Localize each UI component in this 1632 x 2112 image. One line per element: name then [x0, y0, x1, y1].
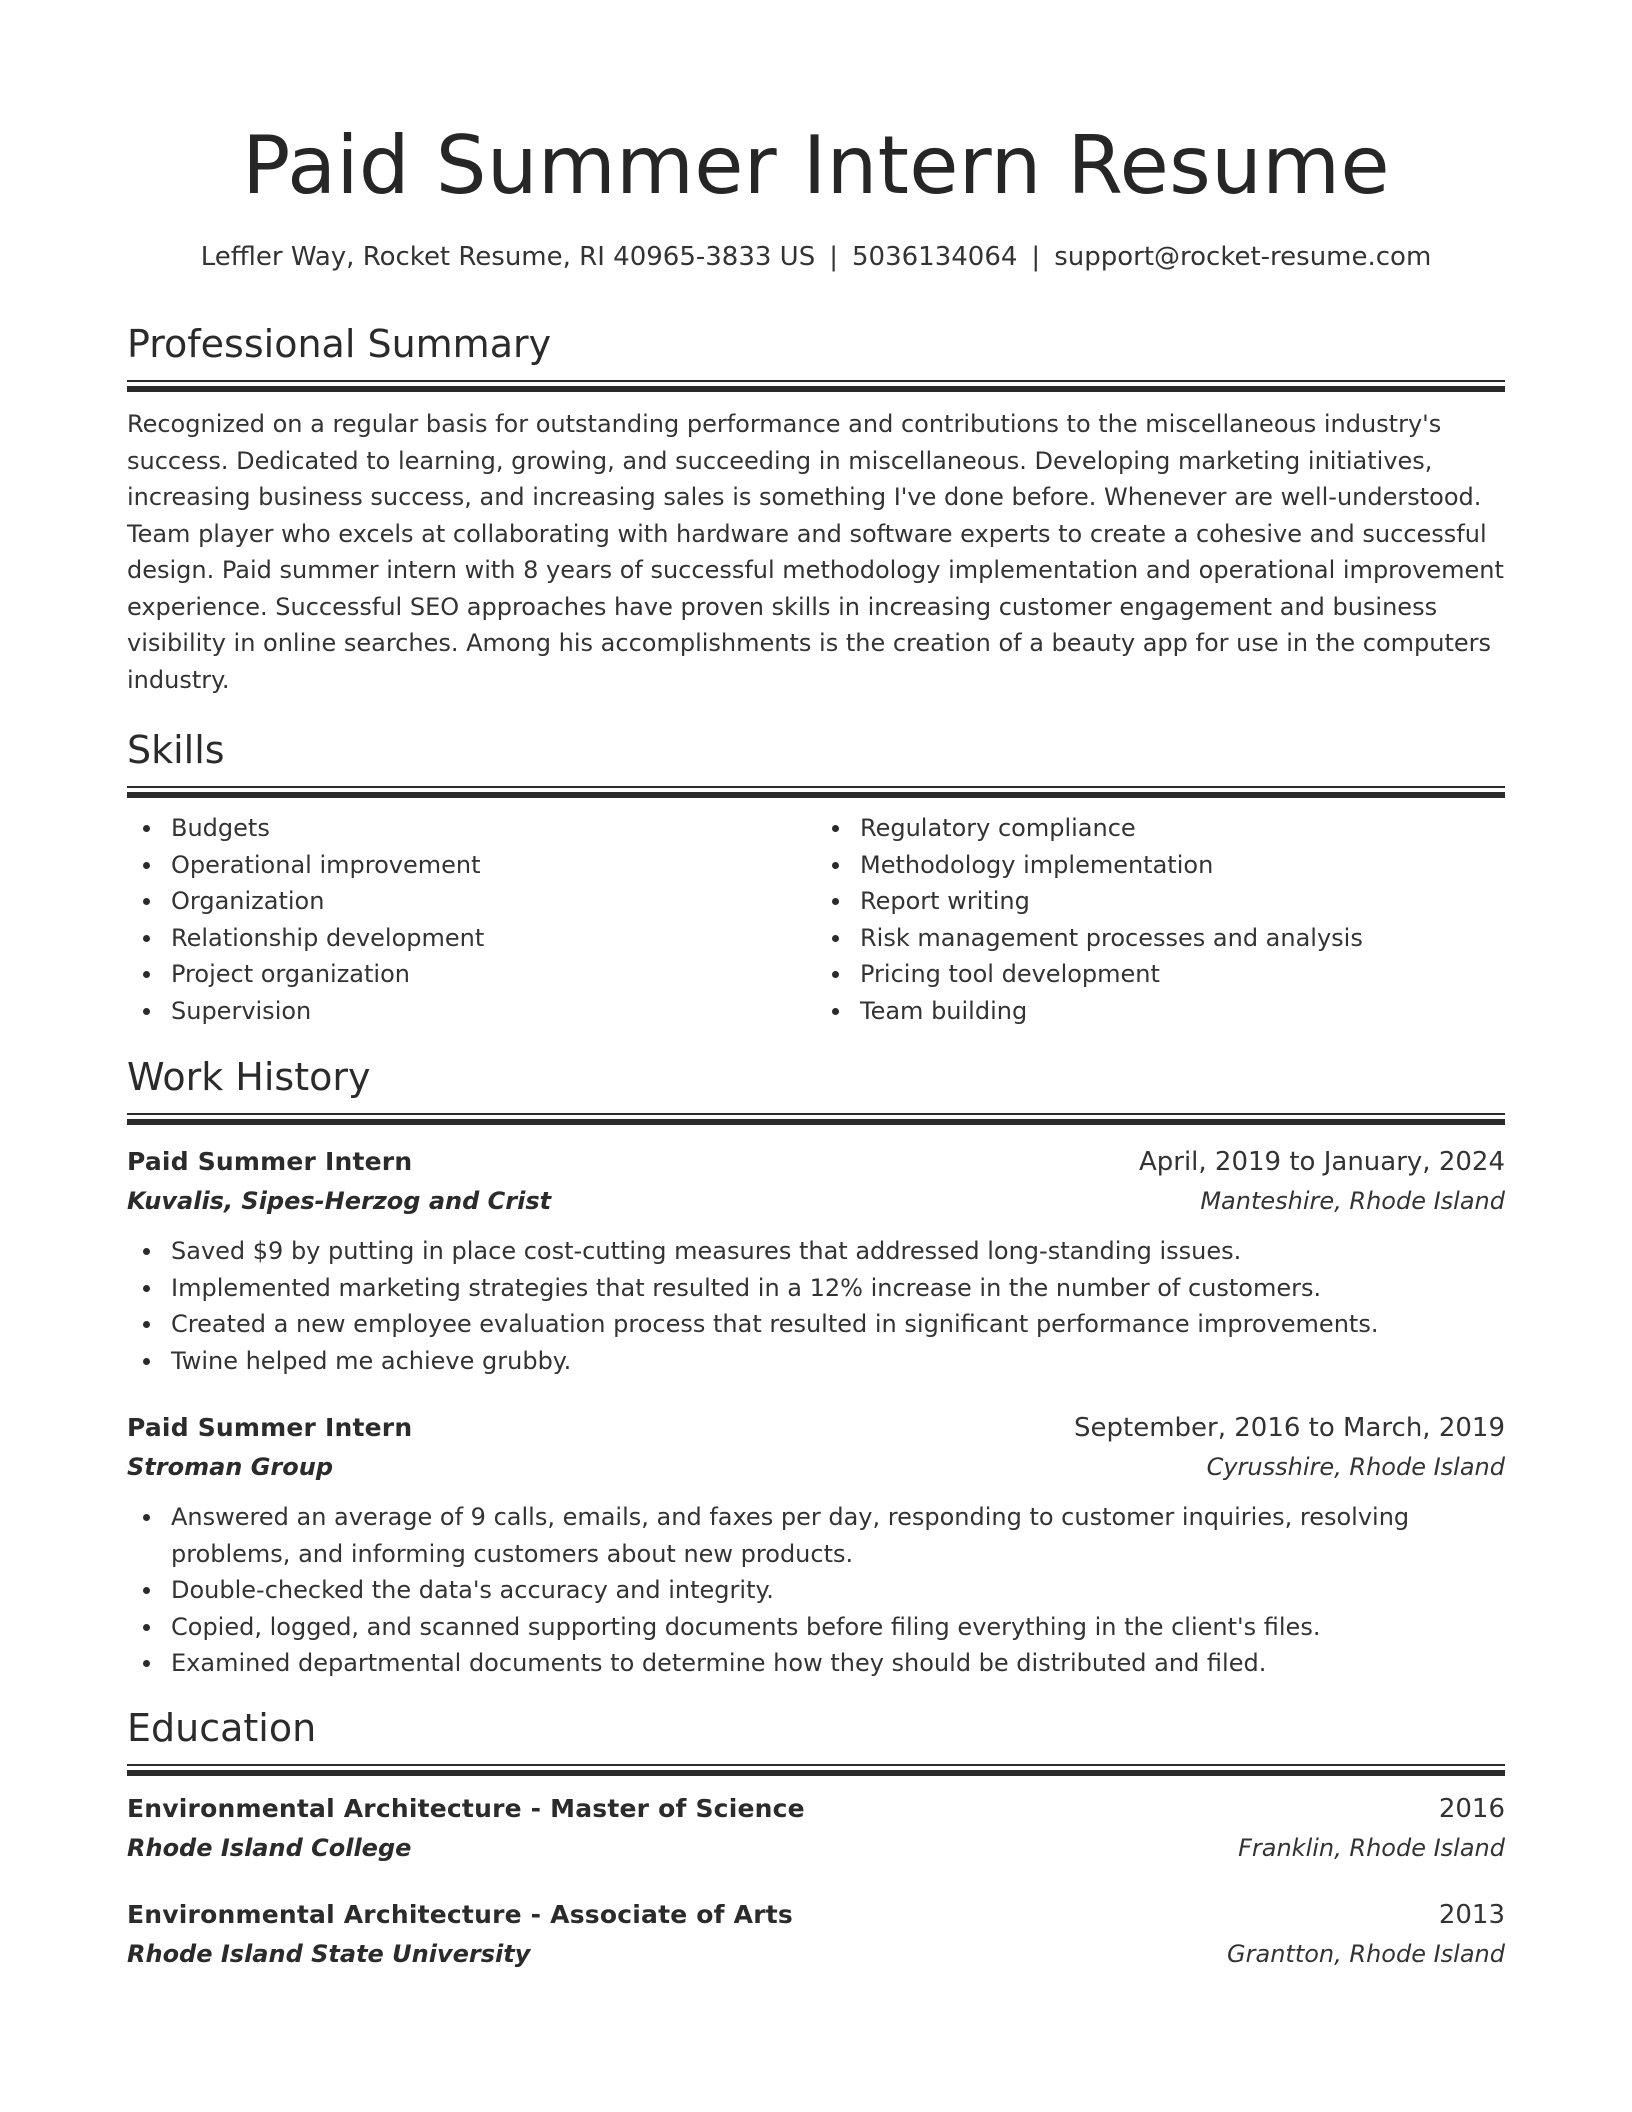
job-entry — [127, 1143, 1505, 1379]
skill-item: Methodology implementation — [860, 847, 1505, 884]
job-dates: September, 2016 to March, 2019 — [1074, 1413, 1505, 1443]
section-divider — [127, 1764, 1505, 1776]
skill-item: Budgets — [171, 810, 816, 847]
professional-summary-section — [127, 320, 1505, 698]
contact-separator: | — [829, 242, 838, 272]
skill-item: Project organization — [171, 956, 816, 993]
section-heading: Skills — [127, 728, 225, 772]
section-divider — [127, 380, 1505, 392]
section-heading: Work History — [127, 1055, 371, 1099]
contact-separator: | — [1031, 242, 1041, 272]
school-location: Franklin, Rhode Island — [1238, 1833, 1505, 1862]
skill-item: Pricing tool development — [860, 956, 1505, 993]
graduation-year: 2013 — [1438, 1899, 1505, 1930]
work-history-section — [127, 1053, 1505, 1682]
job-title: Paid Summer Intern — [127, 1147, 413, 1176]
skill-item: Relationship development — [171, 920, 816, 957]
job-title: Paid Summer Intern — [127, 1413, 413, 1442]
job-dates: April, 2019 to January, 2024 — [1138, 1147, 1505, 1177]
skill-item: Organization — [171, 883, 816, 920]
job-bullets — [127, 1499, 1505, 1682]
skill-item: Operational improvement — [171, 847, 816, 884]
job-bullet: Saved $9 by putting in place cost-cutting measures that addressed long-standing issues. — [171, 1233, 1505, 1270]
company-name: Kuvalis, Sipes-Herzog and Crist — [127, 1187, 552, 1215]
job-location: Manteshire, Rhode Island — [1200, 1187, 1505, 1215]
job-bullet: Answered an average of 9 calls, emails, and faxes per day, responding to customer inquiries, resolving problems, and informing customers about new products. — [171, 1499, 1505, 1572]
section-divider — [127, 786, 1505, 798]
skills-column-right — [816, 810, 1505, 1029]
job-bullet: Created a new employee evaluation process that resulted in significant performance improvements. — [171, 1306, 1505, 1343]
section-heading: Professional Summary — [127, 322, 552, 366]
section-divider — [127, 1113, 1505, 1125]
school-location: Grantton, Rhode Island — [1227, 1939, 1505, 1968]
contact-line — [127, 241, 1505, 273]
section-heading: Education — [127, 1705, 317, 1750]
summary-text: Recognized on a regular basis for outstanding performance and contributions to the miscellaneous industry's success. Dedicated to learning, growing, and succeeding in miscellaneous. Developing marketing initiatives, increasing business success, and increasing sales is something I've done before. Whenever are well-understood. Team player who excels at collaborating with hardware and software experts to create a cohesive and successful design. Paid summer intern with 8 years of successful methodology implementation and operational improvement experience. Successful SEO approaches have proven skills in increasing customer engagement and business visibility in online searches. Among his accomplishments is the creation of a beauty app for use in the computers industry. — [127, 410, 1504, 694]
school-name: Rhode Island College — [127, 1833, 412, 1862]
job-bullet: Implemented marketing strategies that resulted in a 12% increase in the number of customers. — [171, 1270, 1505, 1307]
skill-item: Team building — [860, 993, 1505, 1030]
job-bullet: Copied, logged, and scanned supporting documents before filing everything in the client's files. — [171, 1609, 1505, 1646]
skill-item: Regulatory compliance — [860, 810, 1505, 847]
contact-address: Leffler Way, Rocket Resume, RI 40965-3833 US — [200, 242, 816, 272]
degree-name: Environmental Architecture - Master of Science — [127, 1793, 805, 1823]
resume-title: Paid Summer Intern Resume — [242, 119, 1390, 212]
skills-section — [127, 726, 1505, 1029]
school-name: Rhode Island State University — [127, 1939, 531, 1968]
degree-name: Environmental Architecture - Associate of Arts — [127, 1899, 793, 1929]
job-location: Cyrusshire, Rhode Island — [1206, 1453, 1505, 1481]
education-entry — [127, 1896, 1505, 1974]
job-bullet: Double-checked the data's accuracy and integrity. — [171, 1572, 1505, 1609]
contact-phone: 5036134064 — [852, 242, 1018, 272]
company-name: Stroman Group — [127, 1453, 334, 1481]
job-entry — [127, 1409, 1505, 1682]
skills-grid — [127, 810, 1505, 1029]
job-bullet: Examined departmental documents to determine how they should be distributed and filed. — [171, 1645, 1505, 1682]
skill-item: Supervision — [171, 993, 816, 1030]
education-section — [127, 1704, 1505, 1974]
skill-item: Risk management processes and analysis — [860, 920, 1505, 957]
job-bullet: Twine helped me achieve grubby. — [171, 1343, 1505, 1380]
graduation-year: 2016 — [1438, 1793, 1505, 1824]
skill-item: Report writing — [860, 883, 1505, 920]
education-entry — [127, 1790, 1505, 1868]
contact-email: support@rocket-resume.com — [1054, 242, 1432, 272]
skills-column-left — [127, 810, 816, 1029]
job-bullets — [127, 1233, 1505, 1379]
